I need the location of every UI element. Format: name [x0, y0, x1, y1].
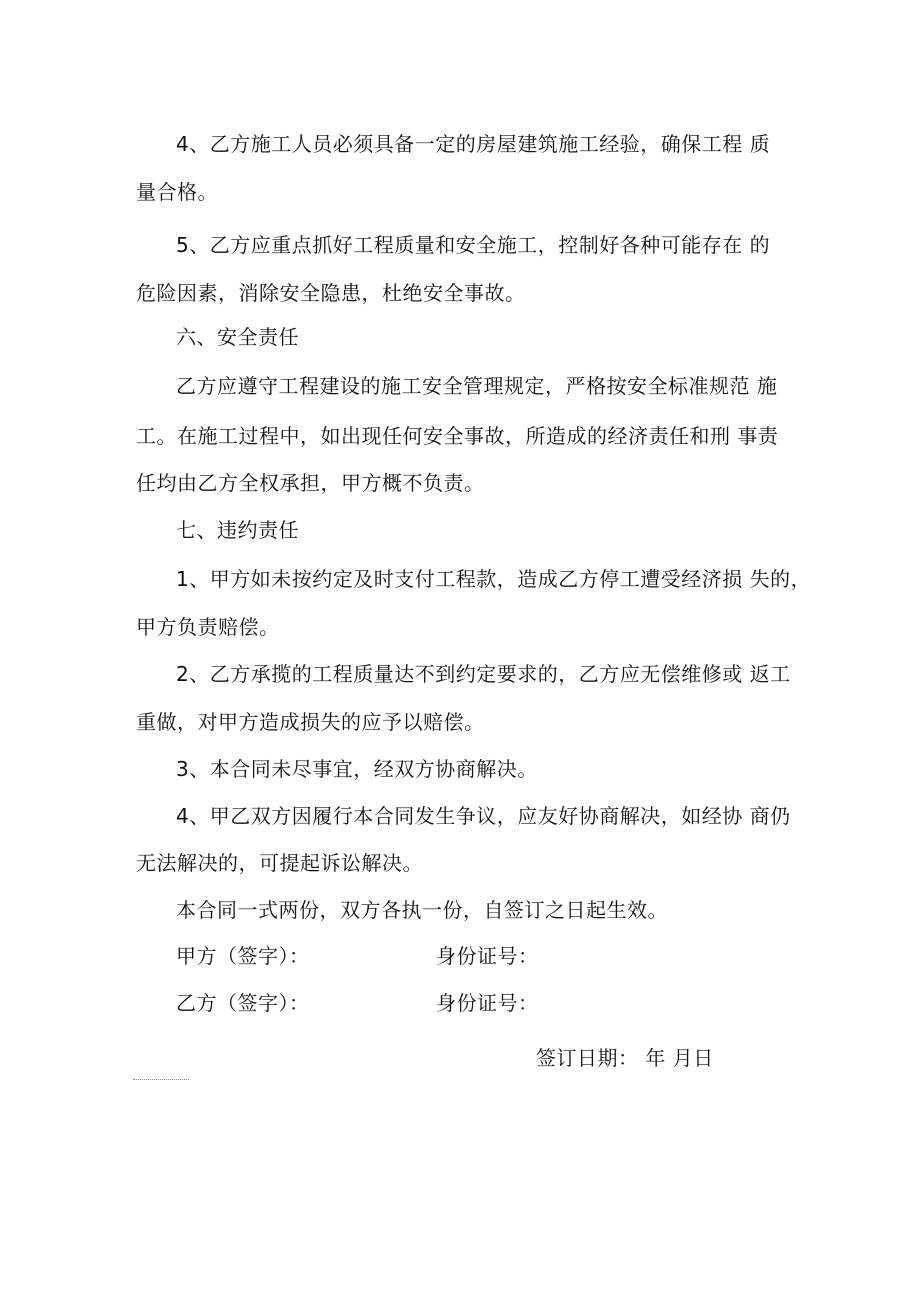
party-a-signature-label: 甲方（签字）： — [176, 944, 310, 968]
signing-date-label: 签订日期： 年 月日 — [536, 1046, 714, 1070]
dotted-separator — [133, 1079, 189, 1080]
breach-4-line-1: 4、甲乙双方因履行本合同发生争议，应友好协商解决，如经协 商仍 — [176, 804, 791, 828]
clause-5-line-1: 5、乙方应重点抓好工程质量和安全施工，控制好各种可能存在 的 — [176, 233, 771, 257]
section-6-line-2: 工。在施工过程中，如出现任何安全事故，所造成的经济责任和刑 事责 — [136, 424, 779, 448]
breach-2-line-2: 重做，对甲方造成损失的应予以赔偿。 — [136, 710, 485, 734]
breach-2-line-1: 2、乙方承揽的工程质量达不到约定要求的，乙方应无偿维修或 返工 — [176, 662, 791, 686]
section-7-heading: 七、违约责任 — [176, 518, 299, 542]
breach-3-line-1: 3、本合同未尽事宜，经双方协商解决。 — [176, 757, 538, 781]
breach-4-line-2: 无法解决的，可提起诉讼解决。 — [136, 851, 423, 875]
party-b-id-label: 身份证号： — [436, 991, 539, 1015]
section-6-heading: 六、安全责任 — [176, 325, 299, 349]
copies-statement: 本合同一式两份，双方各执一份，自签订之日起生效。 — [176, 898, 668, 922]
clause-4-line-1: 4、乙方施工人员必须具备一定的房屋建筑施工经验，确保工程 质 — [176, 132, 771, 156]
party-b-signature-label: 乙方（签字）： — [176, 991, 310, 1015]
clause-4-line-2: 量合格。 — [136, 180, 218, 204]
party-a-id-label: 身份证号： — [436, 944, 539, 968]
section-6-line-3: 任均由乙方全权承担，甲方概不负责。 — [136, 471, 485, 495]
breach-1-line-1: 1、甲方如未按约定及时支付工程款，造成乙方停工遭受经济损 失的， — [176, 567, 812, 591]
clause-5-line-2: 危险因素，消除安全隐患，杜绝安全事故。 — [136, 281, 526, 305]
section-6-line-1: 乙方应遵守工程建设的施工安全管理规定，严格按安全标准规范 施 — [176, 374, 778, 398]
breach-1-line-2: 甲方负责赔偿。 — [136, 615, 280, 639]
